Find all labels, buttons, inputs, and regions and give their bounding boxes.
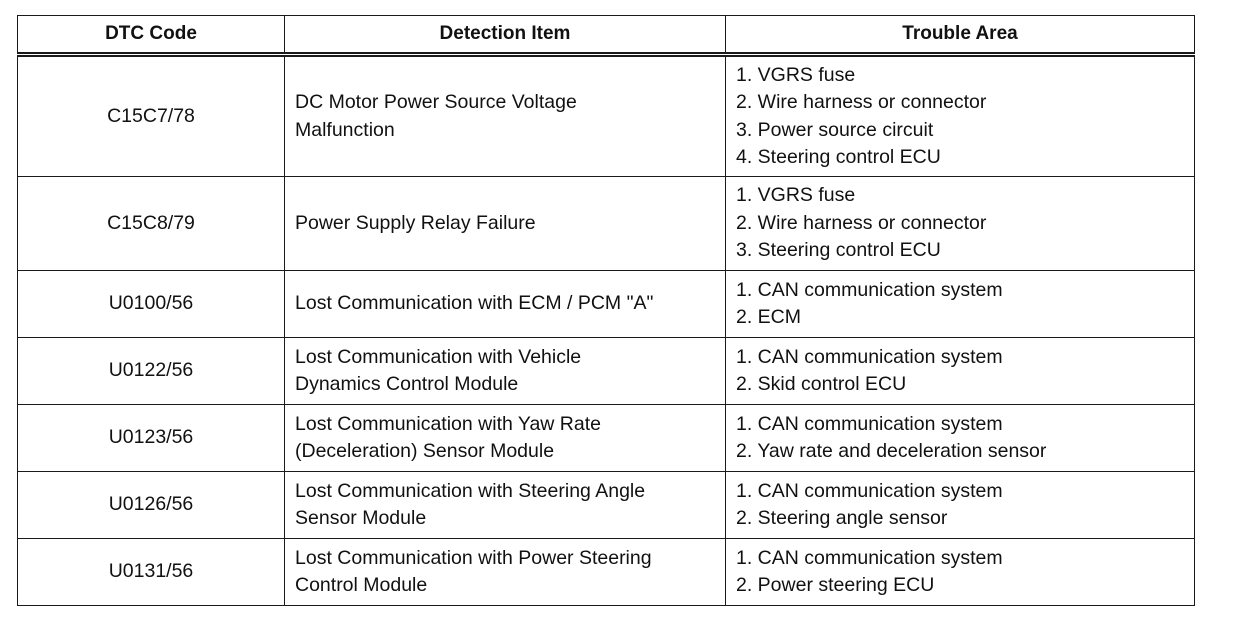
detection-item-line: Control Module <box>295 574 428 596</box>
detection-item-line: Malfunction <box>295 118 395 141</box>
detection-item-line: Lost Communication with Steering Angle <box>295 479 646 502</box>
trouble-area-line: 3. Power source circuit <box>736 118 934 141</box>
table-header <box>18 16 1195 55</box>
detection-item-line: Power Supply Relay Failure <box>295 211 536 234</box>
detection-item-line: Lost Communication with Yaw Rate <box>295 412 602 435</box>
trouble-area-line: 2. Wire harness or connector <box>736 91 987 113</box>
table-row <box>18 338 1195 405</box>
detection-item-line: Lost Communication with ECM / PCM "A" <box>295 292 654 315</box>
trouble-area-line: 3. Steering control ECU <box>736 239 941 262</box>
trouble-area-line: 2. Steering angle sensor <box>736 507 948 529</box>
trouble-area-cell <box>726 405 1195 472</box>
header-dtc-code: DTC Code <box>18 16 285 55</box>
dtc-table <box>17 15 1195 606</box>
table-row <box>18 405 1195 472</box>
trouble-area-cell <box>726 55 1195 177</box>
detection-item-cell <box>285 271 726 338</box>
trouble-area-line: 1. CAN communication system <box>736 412 1003 435</box>
trouble-area-cell <box>726 472 1195 539</box>
detection-item-line: Dynamics Control Module <box>295 373 519 395</box>
header-detection-item: Detection Item <box>285 16 726 55</box>
detection-item-cell <box>285 177 726 271</box>
detection-item-line: Sensor Module <box>295 507 427 529</box>
detection-item-line: (Deceleration) Sensor Module <box>295 440 555 462</box>
trouble-area-cell <box>726 338 1195 405</box>
trouble-area-line: 1. CAN communication system <box>736 278 1003 301</box>
trouble-area-line: 2. ECM <box>736 306 802 328</box>
trouble-area-line: 2. Skid control ECU <box>736 373 907 395</box>
detection-item-line: Lost Communication with Vehicle <box>295 345 582 368</box>
detection-item-cell <box>285 539 726 606</box>
dtc-code-cell: U0126/56 <box>18 472 285 539</box>
detection-item-cell <box>285 55 726 177</box>
trouble-area-line: 1. CAN communication system <box>736 479 1003 502</box>
trouble-area-line: 1. CAN communication system <box>736 546 1003 569</box>
detection-item-cell <box>285 472 726 539</box>
trouble-area-cell <box>726 539 1195 606</box>
detection-item-cell <box>285 405 726 472</box>
table-body <box>18 55 1195 606</box>
detection-item-cell <box>285 338 726 405</box>
trouble-area-cell <box>726 271 1195 338</box>
trouble-area-line: 4. Steering control ECU <box>736 146 941 168</box>
trouble-area-line: 1. VGRS fuse <box>736 184 856 207</box>
dtc-code-cell: C15C8/79 <box>18 177 285 271</box>
dtc-code-cell: C15C7/78 <box>18 55 285 177</box>
detection-item-line: Lost Communication with Power Steering <box>295 546 652 569</box>
trouble-area-line: 1. CAN communication system <box>736 345 1003 368</box>
table-row <box>18 539 1195 606</box>
table-row <box>18 177 1195 271</box>
table-row <box>18 55 1195 177</box>
dtc-code-cell: U0100/56 <box>18 271 285 338</box>
table-row <box>18 472 1195 539</box>
header-row <box>18 16 1195 55</box>
trouble-area-line: 1. VGRS fuse <box>736 63 856 86</box>
trouble-area-line: 2. Wire harness or connector <box>736 211 987 234</box>
dtc-code-cell: U0123/56 <box>18 405 285 472</box>
trouble-area-line: 2. Yaw rate and deceleration sensor <box>736 440 1047 462</box>
trouble-area-line: 2. Power steering ECU <box>736 574 935 596</box>
detection-item-line: DC Motor Power Source Voltage <box>295 91 577 113</box>
table-row <box>18 271 1195 338</box>
dtc-code-cell: U0131/56 <box>18 539 285 606</box>
header-trouble-area: Trouble Area <box>726 16 1195 55</box>
trouble-area-cell <box>726 177 1195 271</box>
dtc-code-cell: U0122/56 <box>18 338 285 405</box>
